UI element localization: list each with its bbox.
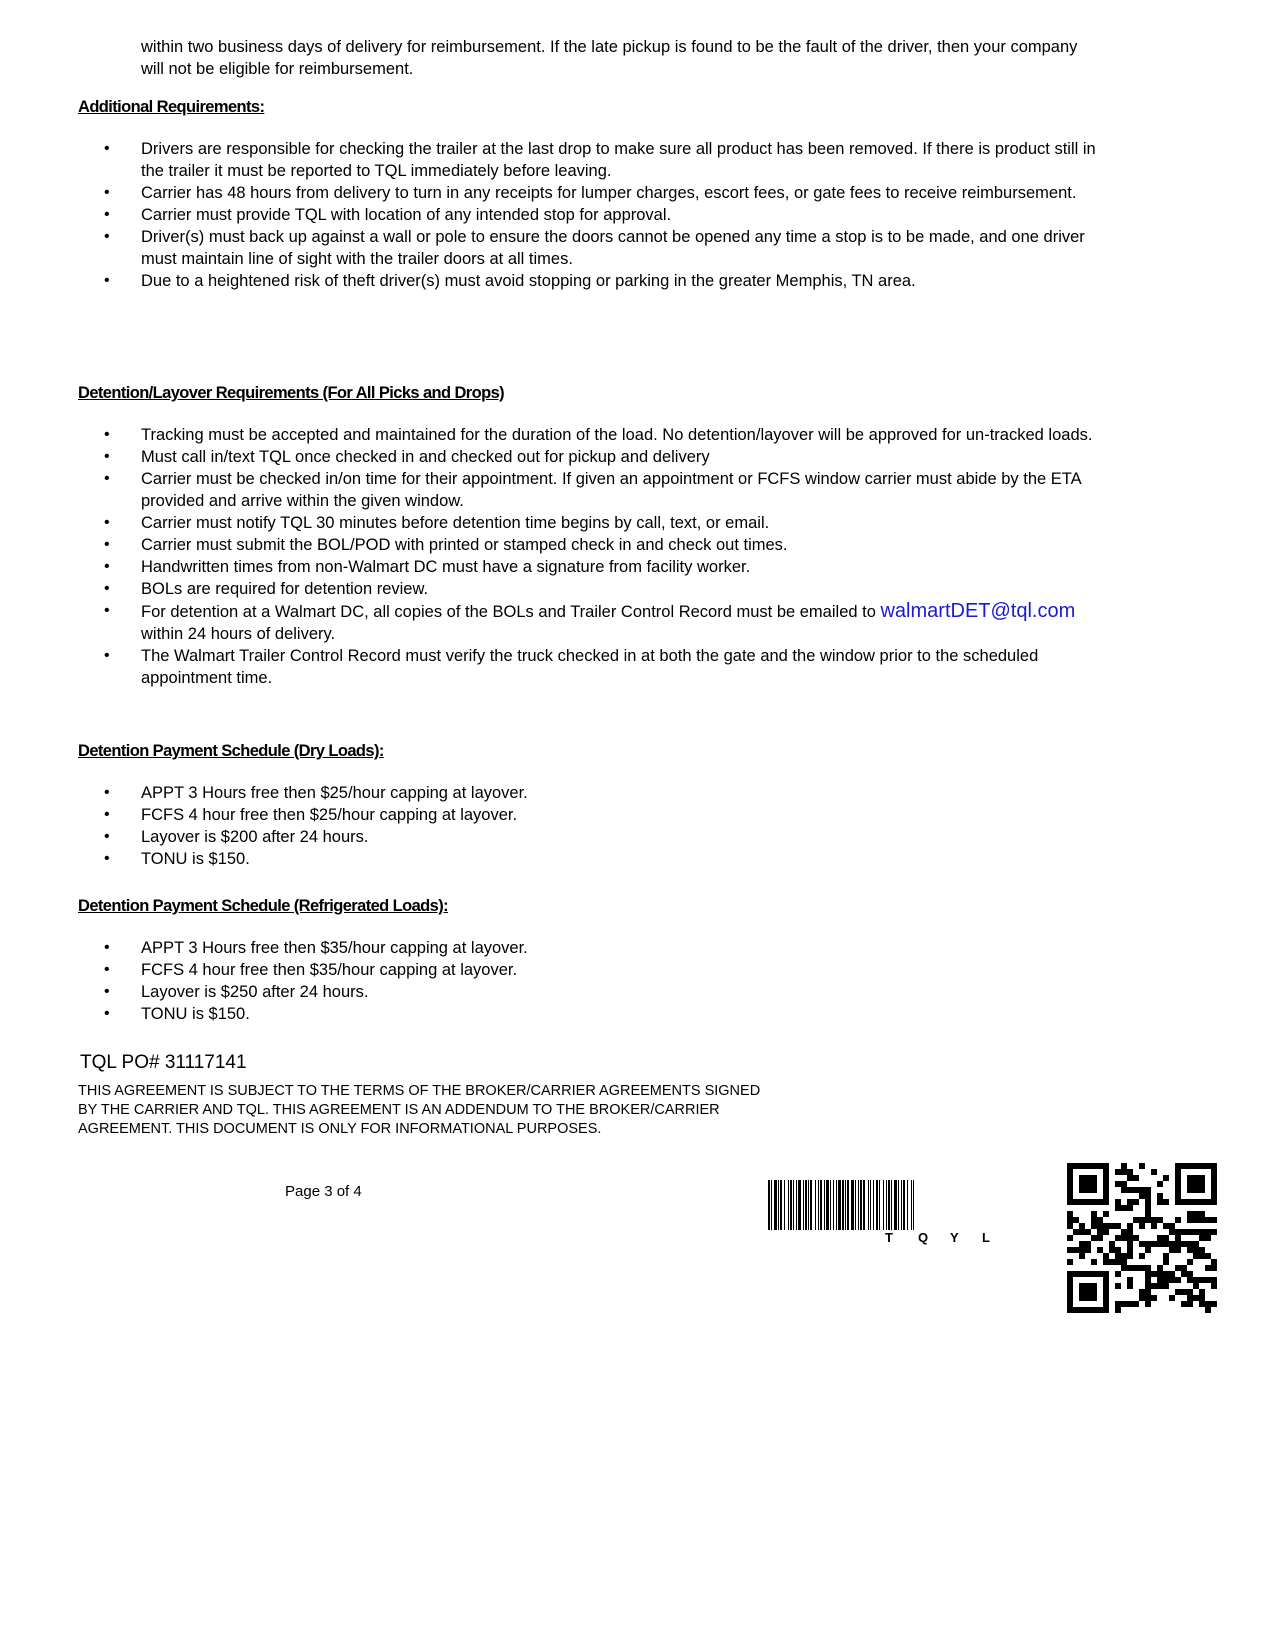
list-item: • Carrier must provide TQL with location of any intended stop for approval. [104,206,672,224]
list-item: • Layover is $200 after 24 hours. [104,828,369,846]
detention-requirements-list [0,424,1100,689]
list-item: • Due to a heightened risk of theft driver(s) must avoid stopping or parking in the greater Memphis, TN area. [104,272,916,290]
list-item: • Carrier must be checked in/on time for their appointment. If given an appointment or FCFS window carrier must abide by the ETA provided and arrive within the given window. [104,470,1081,510]
additional-requirements-heading: Additional Requirements: [78,98,265,116]
qr-code-graphic [1067,1163,1217,1313]
list-item: • APPT 3 Hours free then $25/hour capping at layover. [104,784,528,802]
dry-loads-heading: Detention Payment Schedule (Dry Loads): [78,742,384,760]
qr-code [1067,1163,1217,1313]
list-item: • FCFS 4 hour free then $25/hour capping at layover. [104,806,518,824]
list-item: • FCFS 4 hour free then $35/hour capping at layover. [104,961,518,979]
refrigerated-loads-list [0,937,1100,1025]
additional-requirements-list [0,138,1100,292]
legal-disclaimer: THIS AGREEMENT IS SUBJECT TO THE TERMS OF THE BROKER/CARRIER AGREEMENTS SIGNED BY THE CARRIER AND TQL. THIS AGREEMENT IS AN ADDENDUM TO THE BROKER/CARRIER AGREEMENT. THIS DOCUMENT IS ONLY FOR INFORMATIONAL PURPOSES. [78,1083,761,1137]
list-item: • The Walmart Trailer Control Record must verify the truck checked in at both the gate and the window prior to the scheduled appointment time. [104,647,1039,687]
detention-requirements-heading: Detention/Layover Requirements (For All Picks and Drops) [78,384,505,402]
barcode-char: T [885,1230,893,1245]
list-item: • BOLs are required for detention review. [104,580,429,598]
barcode [768,1180,1053,1240]
barcode-graphic [768,1180,1053,1240]
intro-paragraph: within two business days of delivery for reimbursement. If the late pickup is found to be the fault of the driver, then your company will not be eligible for reimbursement. [141,38,1078,78]
list-item: • Drivers are responsible for checking the trailer at the last drop to make sure all product has been removed. If there is product still in the trailer it must be reported to TQL immediately before leaving. [104,140,1096,180]
refrigerated-loads-heading: Detention Payment Schedule (Refrigerated Loads): [78,897,449,915]
email-link[interactable]: walmartDET@tql.com [880,600,1076,622]
list-item-email: • For detention at a Walmart DC, all copies of the BOLs and Trailer Control Record must be emailed to walmartDET@tql.com within 24 hours of delivery. [104,600,1076,643]
barcode-char: Q [918,1230,929,1245]
list-item: • Tracking must be accepted and maintained for the duration of the load. No detention/layover will be approved for un-tracked loads. [104,426,1093,444]
list-item: • Carrier must submit the BOL/POD with printed or stamped check in and check out times. [104,536,788,554]
list-item: • Must call in/text TQL once checked in and checked out for pickup and delivery [104,448,710,466]
list-item: • Handwritten times from non-Walmart DC must have a signature from facility worker. [104,558,751,576]
barcode-char: L [982,1230,990,1245]
barcode-char: Y [950,1230,959,1245]
list-item: • Carrier must notify TQL 30 minutes before detention time begins by call, text, or email. [104,514,770,532]
page-number: Page 3 of 4 [285,1183,362,1200]
list-item: • Driver(s) must back up against a wall or pole to ensure the doors cannot be opened any time a stop is to be made, and one driver must maintain line of sight with the trailer doors at all times. [104,228,1085,268]
list-item: • Layover is $250 after 24 hours. [104,983,369,1001]
list-item: • APPT 3 Hours free then $35/hour capping at layover. [104,939,528,957]
list-item: • TONU is $150. [104,850,250,868]
list-item: • Carrier has 48 hours from delivery to turn in any receipts for lumper charges, escort fees, or gate fees to receive reimbursement. [104,184,1077,202]
po-number: TQL PO# 31117141 [80,1052,247,1073]
list-item: • TONU is $150. [104,1005,250,1023]
dry-loads-list [0,782,1100,870]
